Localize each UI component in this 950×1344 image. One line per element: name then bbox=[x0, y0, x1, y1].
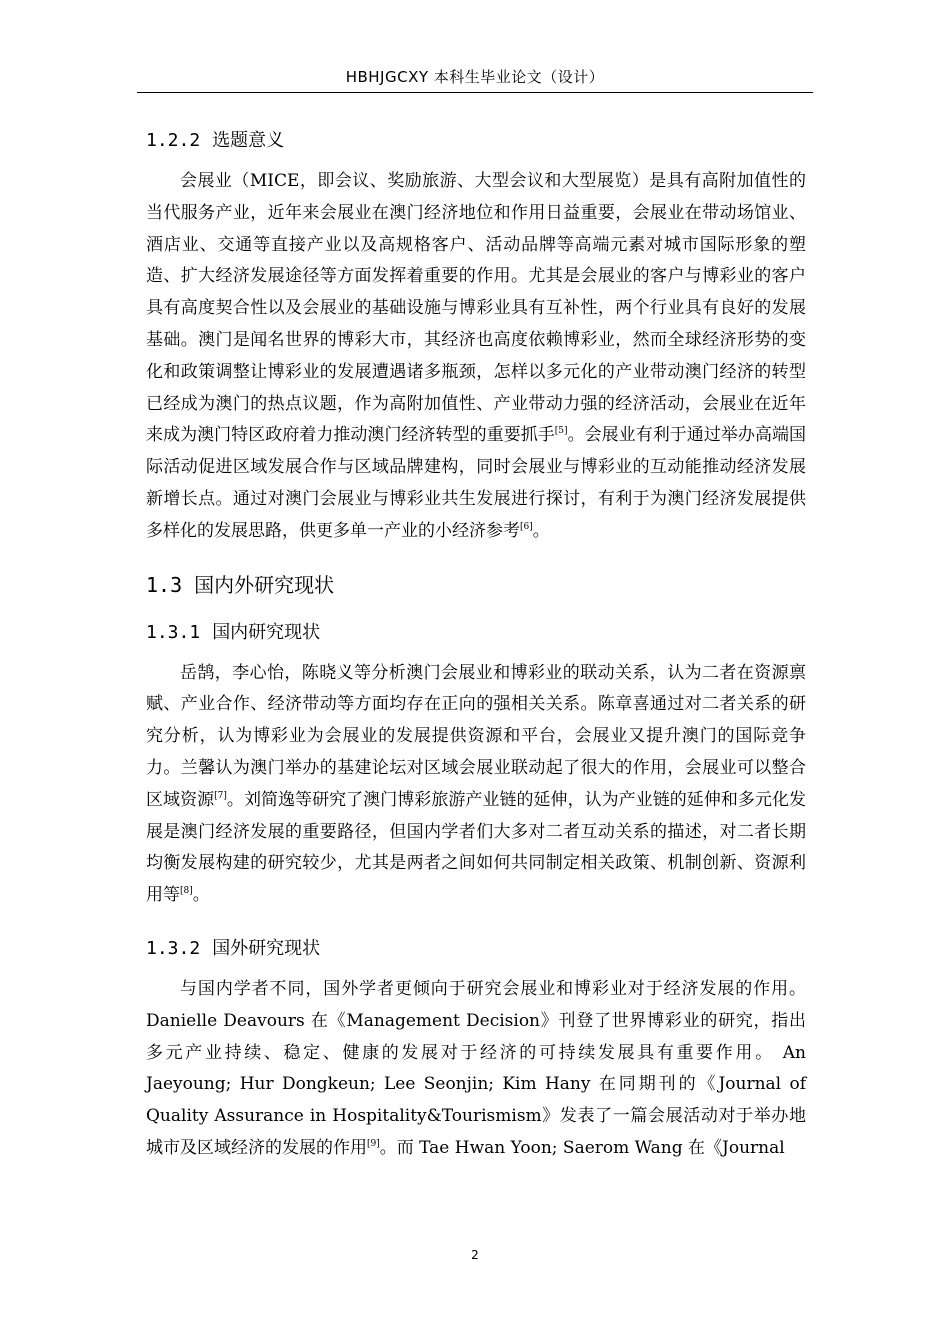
paragraph-domestic-research bbox=[146, 658, 806, 912]
paragraph-foreign-research bbox=[146, 974, 806, 1165]
heading-title: 选题意义 bbox=[212, 130, 285, 151]
paragraph-text: 会展业（MICE，即会议、奖励旅游、大型会议和大型展览）是具有高附加值性的当代服务产业，近年来会展业在澳门经济地位和作用日益重要，会展业在带动场馆业、酒店业、交通等直接产业以及高规格客户、活动品牌等高端元素对城市国际形象的塑造、扩大经济发展途径等方面发挥着重要的作用。尤其是会展业的客户与博彩业的客户具有高度契合性以及会展业的基础设施与博彩业具有互补性，两个行业具有良好的发展基础。澳门是闻名世界的博彩大市，其经济也高度依赖博彩业，然而全球经济形势的变化和政策调整让博彩业的发展遭遇诸多瓶颈，怎样以多元化的产业带动澳门经济的转型已经成为澳门的热点议题，作为高附加值性、产业带动力强的经济活动，会展业在近年来成为澳门特区政府着力推动澳门经济转型的重要抓手 bbox=[146, 171, 806, 446]
heading-number: 1.2.2 bbox=[146, 130, 201, 151]
heading-1-2-2 bbox=[146, 122, 806, 160]
citation-5: [5] bbox=[554, 426, 568, 437]
heading-title: 国内外研究现状 bbox=[194, 572, 335, 597]
heading-title: 国内研究现状 bbox=[212, 621, 321, 643]
paragraph-text: 。刘简逸等研究了澳门博彩旅游产业链的延伸，认为产业链的延伸和多元化发展是澳门经济发展的重要路径，但国内学者们大多对二者互动关系的描述，对二者长期均衡发展构建的研究较少，尤其是两者之间如何共同制定相关政策、机制创新、资源利用等 bbox=[146, 789, 807, 906]
page-body bbox=[146, 122, 806, 1165]
paragraph-text: 。 bbox=[532, 520, 550, 541]
citation-9: [9] bbox=[367, 1138, 380, 1149]
paragraph-text: 。会展业有利于通过举办高端国际活动促进区域发展合作与区域品牌建构，同时会展业与博彩业的互动能推动经济发展新增长点。通过对澳门会展业与博彩业共生发展进行探讨，有利于为澳门经济发展提供多样化的发展思路，供更多单一产业的小经济参考 bbox=[146, 425, 807, 541]
heading-1-3-2 bbox=[146, 930, 806, 968]
citation-6: [6] bbox=[520, 521, 533, 532]
heading-number: 1.3.2 bbox=[146, 937, 201, 959]
header-rule bbox=[137, 92, 813, 93]
citation-8: [8] bbox=[180, 886, 193, 897]
heading-number: 1.3 bbox=[146, 572, 183, 597]
heading-number: 1.3.1 bbox=[146, 621, 201, 643]
citation-7: [7] bbox=[214, 790, 227, 801]
paragraph-text: 。 bbox=[192, 885, 210, 906]
heading-title: 国外研究现状 bbox=[212, 937, 321, 959]
paragraph-text: 。而 Tae Hwan Yoon; Saerom Wang 在《Journal bbox=[379, 1137, 785, 1158]
paragraph-text: 与国内学者不同，国外学者更倾向于研究会展业和博彩业对于经济发展的作用。 Danielle Deavours 在《Management Decision》刊登了世界博彩业的研究，指出多元产业持续、稳定、健康的发展对于经济的可持续发展具有重要作用。 An Jaeyoung; Hur Dongkeun; Lee Seonjin; Kim Hany 在同期刊的《Journal of Quality Assurance in Hospitality&Tourismism》发表了一篇会展活动对于举办地城市及区域经济的发展的作用 bbox=[146, 978, 806, 1158]
paragraph-significance bbox=[146, 166, 806, 548]
heading-1-3-1 bbox=[146, 614, 806, 652]
page-number: 2 bbox=[471, 1248, 479, 1262]
heading-1-3 bbox=[146, 566, 806, 604]
paragraph-text: 岳鹄，李心怡，陈晓义等分析澳门会展业和博彩业的联动关系，认为二者在资源禀赋、产业合作、经济带动等方面均存在正向的强相关关系。陈章喜通过对二者关系的研究分析，认为博彩业为会展业的发展提供资源和平台，会展业又提升澳门的国际竞争力。兰馨认为澳门举办的基建论坛对区域会展业联动起了很大的作用，会展业可以整合区域资源 bbox=[146, 662, 806, 810]
page-header: HBHJGCXY 本科生毕业论文（设计） bbox=[345, 68, 605, 86]
